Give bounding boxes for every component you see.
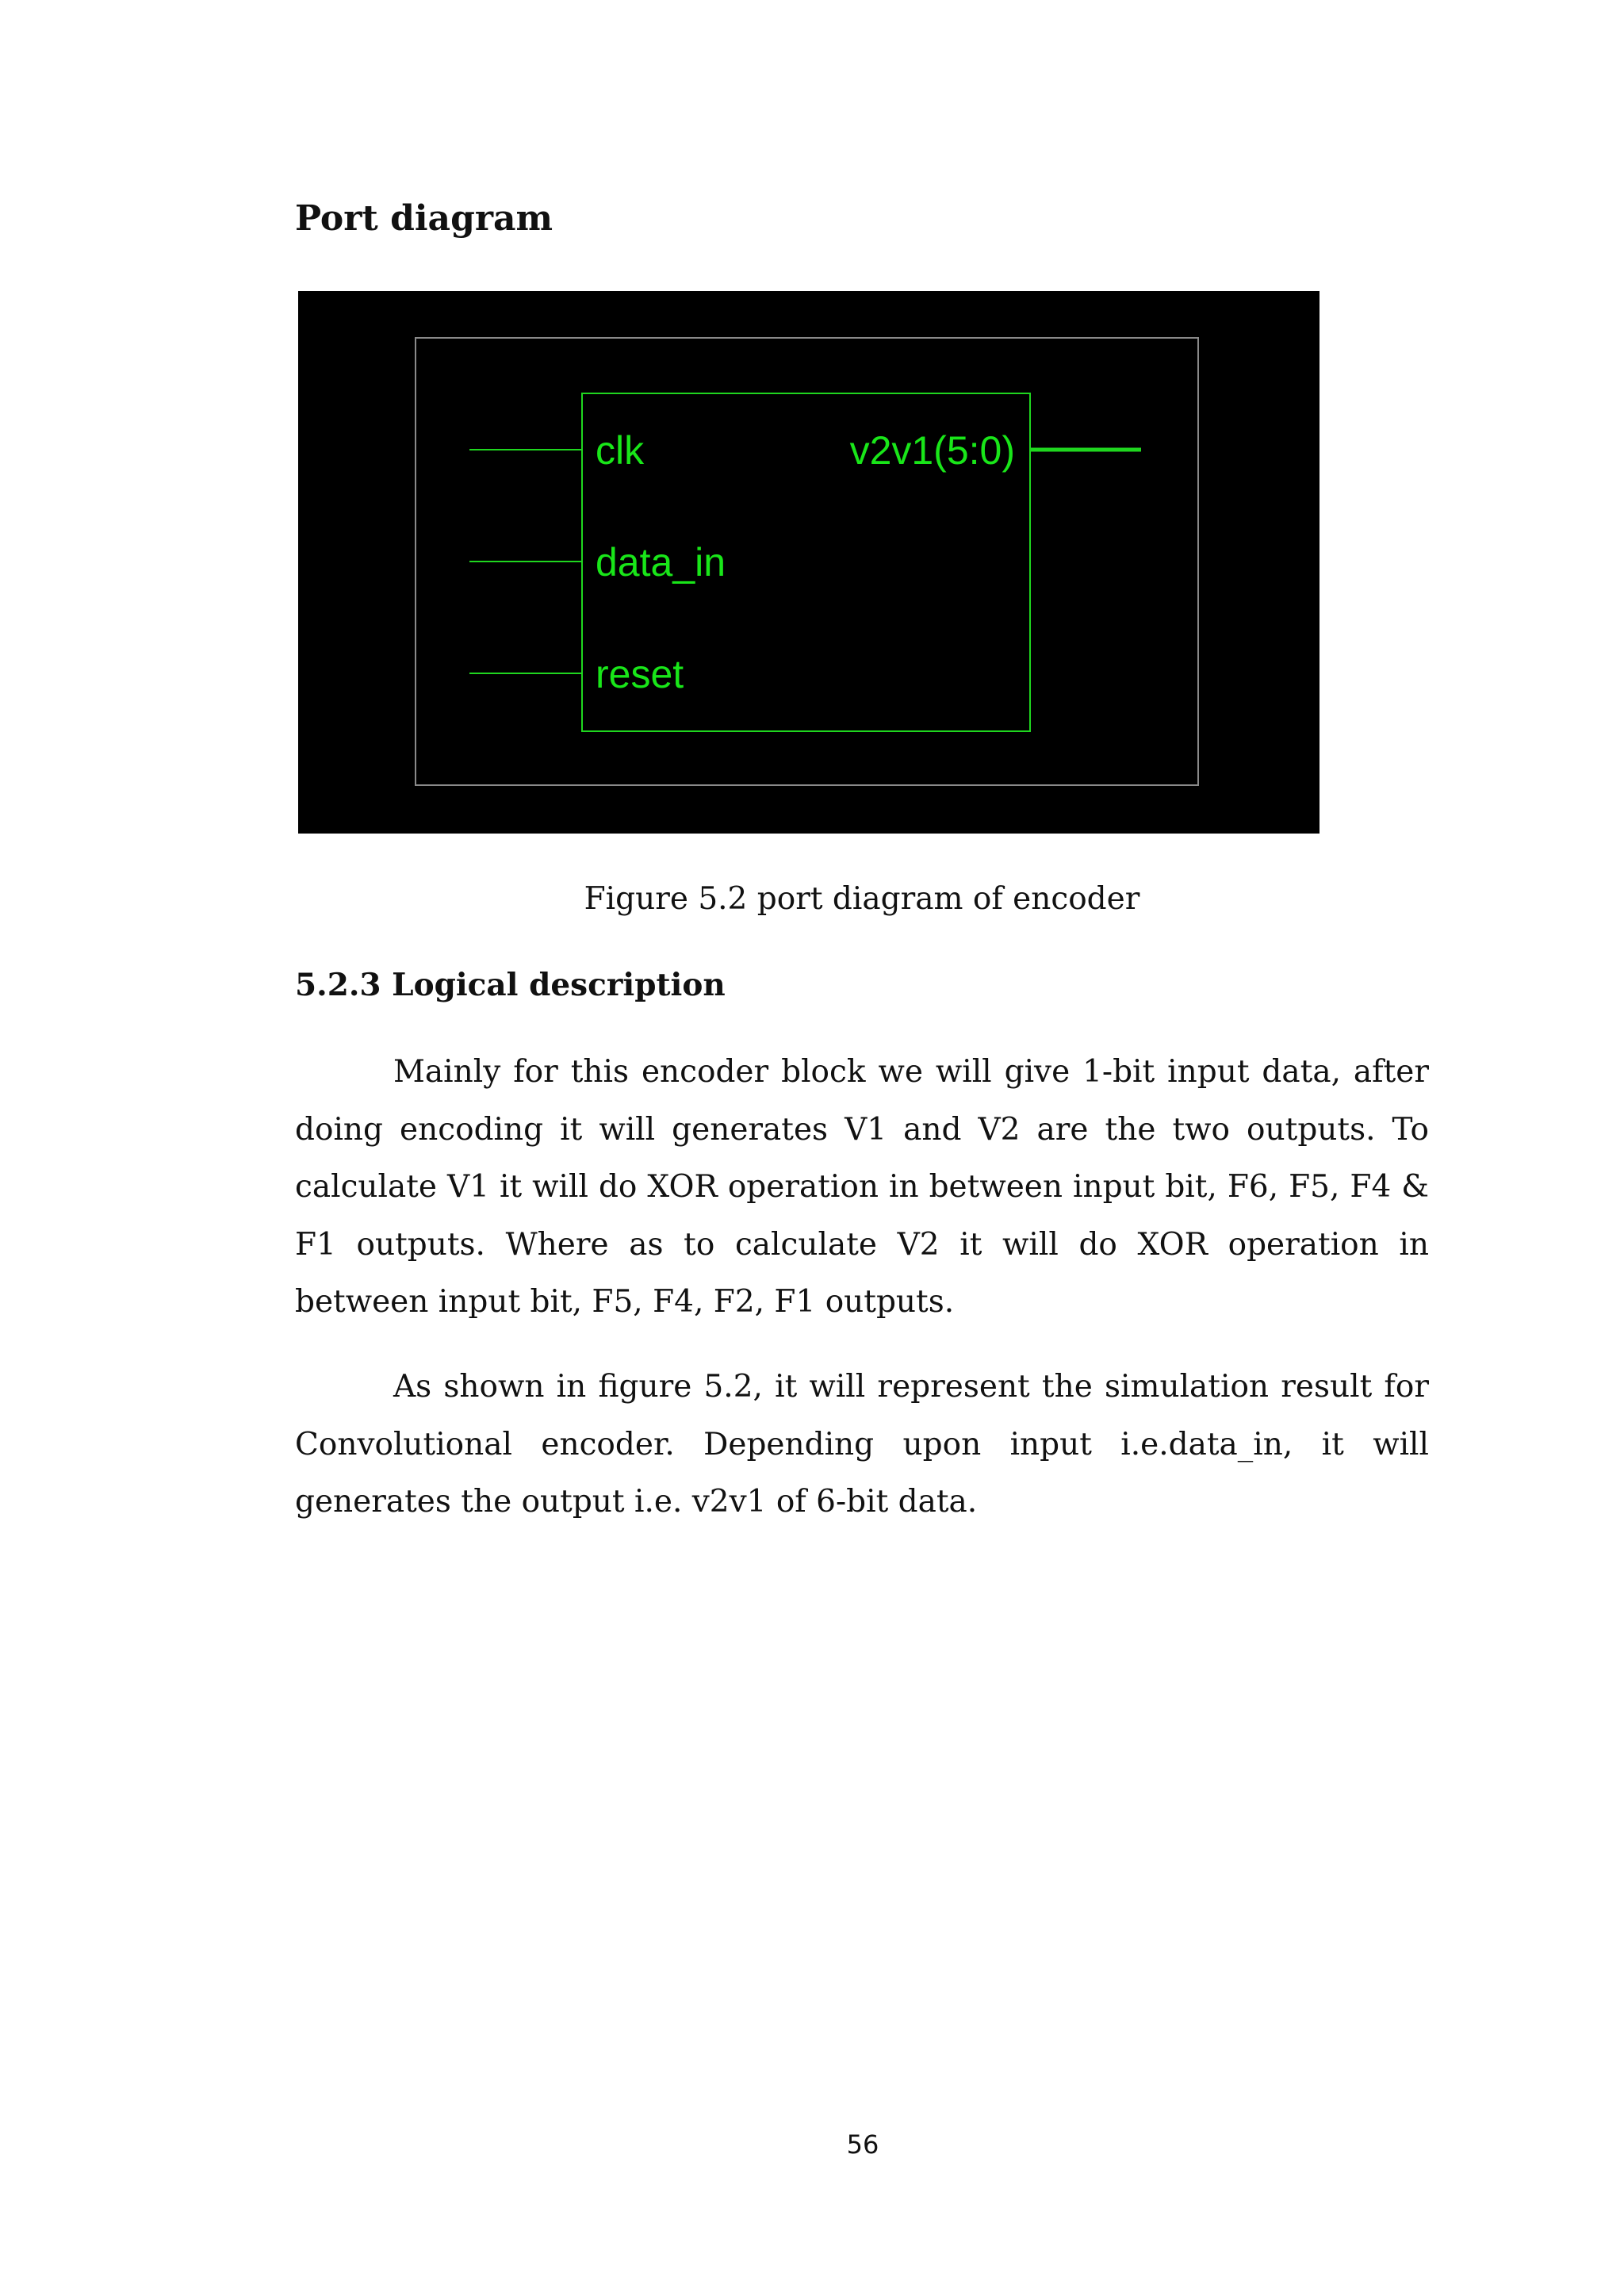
port-diagram-svg [298,291,1320,834]
body-paragraph-1: Mainly for this encoder block we will give 1-bit input data, after doing encoding it will generates V1 and V2 are the two outputs. To calculate V1 it will do XOR operation in between input bit, F6, F5, F4 & F1 outputs. Where as to calculate V2 it will do XOR operation in between input bit, F5, F4, F2, F1 outputs. [295,1054,1429,1320]
body-paragraph-2: As shown in figure 5.2, it will represent the simulation result for Convolutional encoder. Depending upon input i.e.data_in, it will generates the output i.e. v2v1 of 6-bit data. [295,1369,1429,1520]
section-heading-port-diagram: Port diagram [295,198,553,239]
diagram-background [298,291,1320,834]
v2v1-port-label: v2v1(5:0) [849,428,1015,473]
port-diagram-figure [298,291,1320,834]
figure-caption: Figure 5.2 port diagram of encoder [584,881,1140,917]
section-heading-logical-description: 5.2.3 Logical description [295,967,726,1003]
clk-port-label: clk [596,428,645,473]
data-in-port-label: data_in [596,540,726,585]
page-number: 56 [846,2129,879,2160]
reset-port-label: reset [596,652,684,696]
